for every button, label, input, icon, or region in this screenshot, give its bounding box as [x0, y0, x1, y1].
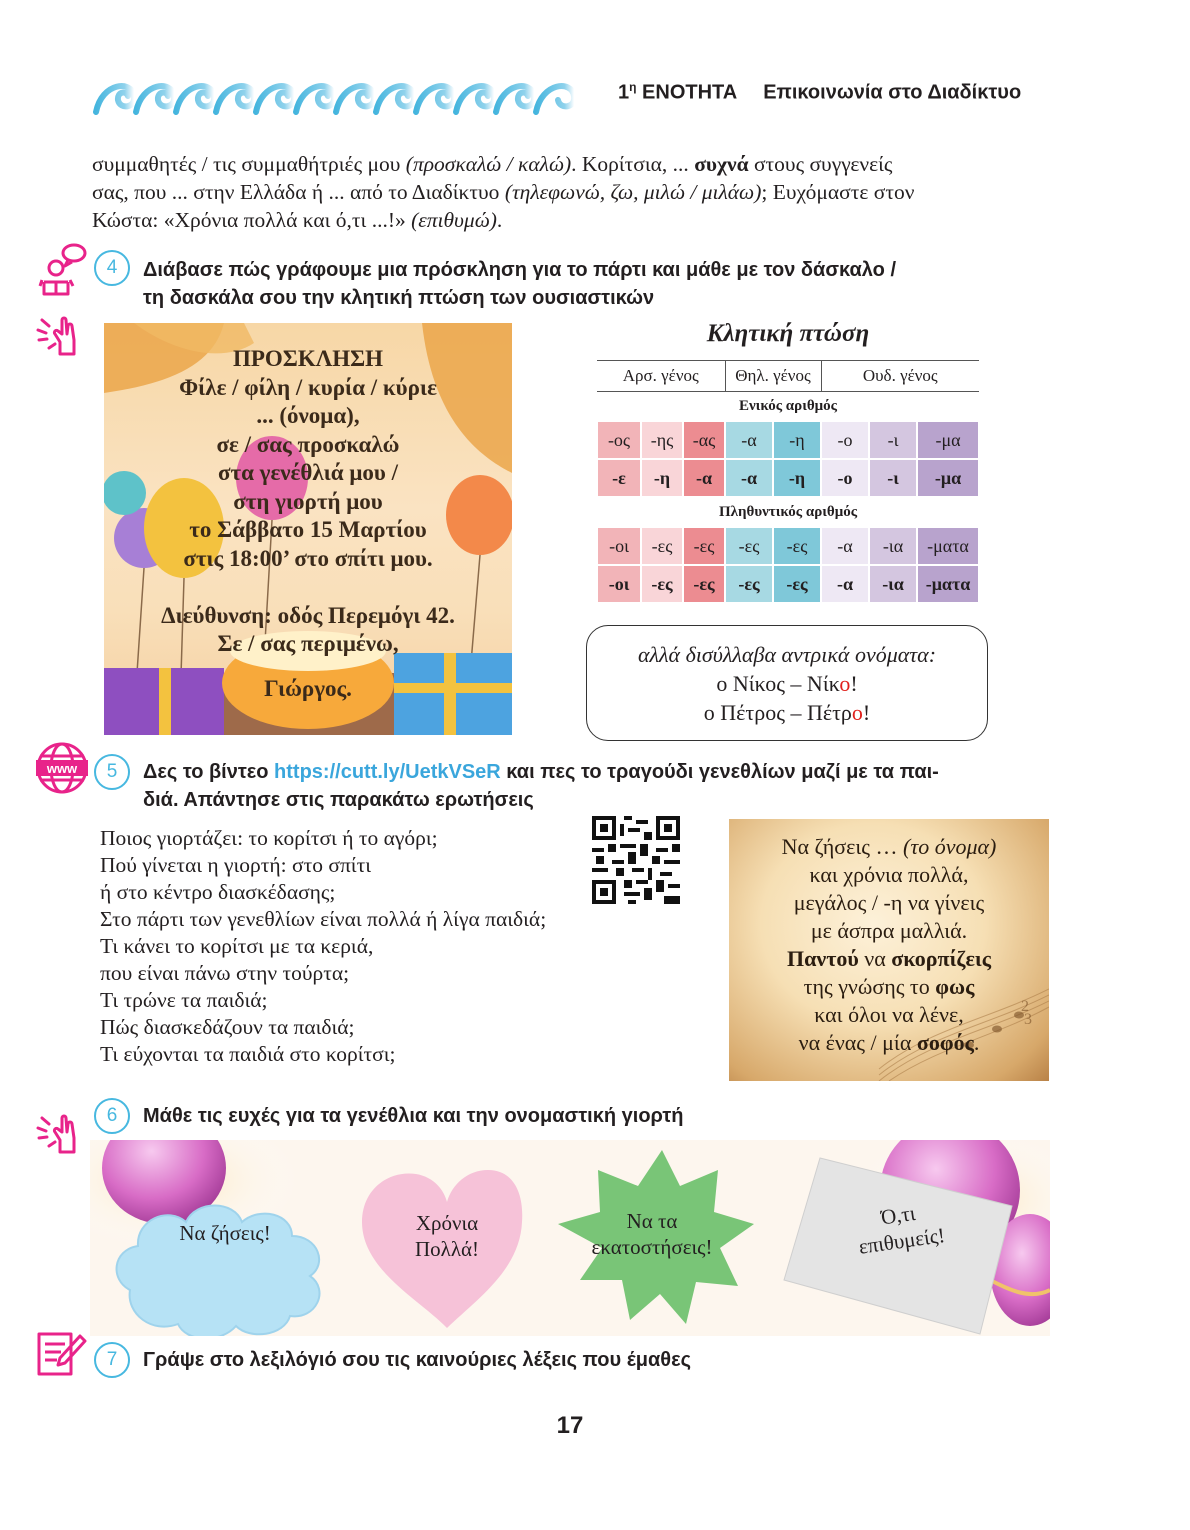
exercise-5-line-1: [143, 758, 1053, 786]
intro-hint: (επιθυμώ): [411, 208, 497, 232]
video-link[interactable]: https://cutt.ly/UetkVSeR: [274, 761, 501, 783]
singular-label-row: [597, 392, 979, 422]
invitation-line: Διεύθυνση: οδός Περεμόγι 42.: [161, 602, 455, 628]
lyrics-hint: (το όνομα): [903, 834, 997, 859]
exercise-7-title: Γράψε στο λεξιλόγιό σου τις καινούριες λέξεις που έμαθες: [143, 1349, 691, 1371]
intro-text: συμμαθητές / τις συμμαθήτριές μου: [92, 152, 406, 176]
masculine-header: Αρσ. γένος: [597, 361, 725, 392]
question-line: Πώς διασκεδάζουν τα παιδιά;: [100, 1015, 355, 1039]
wish-cloud: Να ζήσεις!: [179, 1221, 271, 1245]
qr-code[interactable]: [592, 816, 680, 904]
invitation-line: σε / σας προσκαλώ: [216, 431, 400, 457]
invitation-line: ... (όνομα),: [256, 403, 360, 428]
exercise-6-title: Μάθε τις ευχές για τα γενέθλια και την ονομαστική γιορτή: [143, 1105, 684, 1127]
invitation-line: στα γενέθλιά μου /: [217, 460, 399, 485]
intro-text: . Κορίτσια, ...: [571, 152, 695, 176]
lyrics-text: .: [973, 1030, 980, 1055]
table-cell: -η: [773, 421, 821, 459]
lyrics-line: [729, 1029, 1049, 1057]
lyrics-text: Να ζήσεις …: [781, 834, 903, 859]
table-cell: -ες: [725, 527, 773, 565]
table-cell: -ο: [821, 459, 869, 497]
intro-text: ; Ευχόμαστε στον: [761, 180, 915, 204]
wish-heart: [382, 1210, 512, 1262]
exercise-5-line-2: διά. Απάντησε στις παρακάτω ερωτήσεις: [143, 789, 534, 811]
note-line-2: [587, 669, 987, 698]
invitation-line: Γιώργος.: [264, 675, 352, 701]
invitation-card: [104, 323, 512, 735]
table-row: [597, 527, 979, 565]
note-text: ο Νίκος – Νίκ: [716, 671, 840, 696]
table-cell: -ες: [683, 527, 725, 565]
table-cell: -ο: [821, 421, 869, 459]
song-lyrics: [729, 833, 1049, 1057]
invitation-spacer: [104, 573, 512, 602]
exercise-6-number: 6: [94, 1098, 130, 1134]
table-row: [597, 421, 979, 459]
wish-heart-line: Χρόνια: [415, 1211, 479, 1235]
invitation-spacer: [104, 659, 512, 675]
table-cell: -ε: [597, 459, 641, 497]
table-row: [597, 565, 979, 603]
table-cell: -ος: [597, 421, 641, 459]
intro-line-2: [92, 178, 1052, 206]
unit-number-sup: η: [629, 80, 637, 94]
lyrics-line: και χρόνια πολλά,: [809, 862, 969, 887]
note-text: ο Πέτρος – Πέτρ: [703, 700, 852, 725]
unit-title: Επικοινωνία στο Διαδίκτυο: [763, 81, 1022, 104]
intro-text: .: [496, 208, 503, 232]
lyrics-line: με άσπρα μαλλιά.: [810, 918, 968, 943]
lyrics-line: [729, 833, 1049, 861]
header-wave-ornament: [92, 76, 602, 118]
intro-paragraph: [92, 150, 1052, 234]
lyrics-bold: Παντού: [786, 946, 859, 971]
question-line: Τι τρώνε τα παιδιά;: [100, 988, 268, 1012]
unit-number: 1: [618, 81, 630, 104]
question-line: ή στο κέντρο διασκέδασης;: [100, 880, 336, 904]
lyrics-bold: σκορπίζεις: [891, 946, 992, 971]
note-line-3: [587, 698, 987, 727]
table-cell: -α: [725, 421, 773, 459]
lyrics-line: και όλοι να λένε,: [814, 1002, 964, 1027]
exercise-4-line-2: τη δασκάλα σου την κλητική πτώση των ουσιαστικών: [143, 287, 655, 309]
invitation-line: το Σάββατο 15 Μαρτίου: [189, 517, 427, 542]
exercise-4-title: [143, 256, 1053, 312]
invitation-line: ΠΡΟΣΚΛΗΣΗ: [232, 346, 384, 371]
note-ending: ο: [851, 700, 863, 725]
singular-label: Ενικός αριθμός: [738, 397, 838, 414]
question-line: Τι εύχονται τα παιδιά στο κορίτσι;: [100, 1042, 396, 1066]
table-cell: -οι: [597, 565, 641, 603]
globe-www-icon: [34, 740, 90, 796]
table-cell: -η: [641, 459, 683, 497]
intro-line-3: [92, 206, 1052, 234]
wish-star-line: Να τα: [626, 1209, 678, 1233]
wish-star-line: εκατοστήσεις!: [591, 1235, 713, 1259]
exercise-5-number: 5: [94, 754, 130, 790]
intro-hint: (τηλεφωνώ, ζω, μιλώ / μιλάω): [504, 180, 762, 204]
unit-header: [618, 80, 1021, 105]
note-ending: ο: [839, 671, 851, 696]
neuter-header: Ουδ. γένος: [821, 361, 979, 392]
table-cell: -ι: [869, 421, 917, 459]
invitation-line: Σε / σας περιμένω,: [217, 631, 399, 656]
intro-text: Κώστα: «Χρόνια πολλά και ό,τι ...!»: [92, 208, 412, 232]
lyrics-text: της γνώσης το: [803, 974, 936, 999]
page-number: 17: [556, 1412, 584, 1439]
svg-text:3: 3: [1024, 1011, 1032, 1028]
wish-star: [572, 1208, 732, 1260]
table-cell: -α: [821, 565, 869, 603]
table-cell: -ματα: [917, 527, 979, 565]
exercise-5-title: [143, 758, 1053, 814]
table-cell: -μα: [917, 421, 979, 459]
feminine-header: Θηλ. γένος: [725, 361, 821, 392]
table-cell: -α: [821, 527, 869, 565]
table-cell: -οι: [597, 527, 641, 565]
exercise-4-number: 4: [94, 250, 130, 286]
lyrics-line: [729, 945, 1049, 973]
question-line: Τι κάνει το κορίτσι με τα κεριά,: [100, 934, 374, 958]
exercise-4-line-1: Διάβασε πώς γράφουμε μια πρόσκληση για το πάρτι και μάθε με τον δάσκαλο /: [143, 259, 896, 281]
table-cell: -α: [683, 459, 725, 497]
invitation-text: [104, 345, 512, 703]
wish-card-line: επιθυμείς!: [857, 1222, 947, 1259]
table-cell: -α: [725, 459, 773, 497]
intro-bold-word: συχνά: [694, 152, 749, 176]
exercise-7-number: 7: [94, 1342, 130, 1378]
exercise-5-text: Δες το βίντεο: [143, 761, 275, 783]
gender-header-row: [597, 361, 979, 392]
table-cell: -ια: [869, 565, 917, 603]
svg-text:www: www: [46, 761, 78, 776]
hand-speak-icon: [36, 314, 82, 358]
question-line: Ποιος γιορτάζει: το κορίτσι ή το αγόρι;: [100, 826, 438, 850]
table-cell: -ες: [683, 565, 725, 603]
plural-label-row: [597, 497, 979, 527]
vocative-case-table: [596, 360, 980, 604]
intro-line-1: [92, 150, 1052, 178]
vocative-table-title: Κλητική πτώση: [706, 320, 870, 347]
table-cell: -ες: [773, 527, 821, 565]
table-cell: -ης: [641, 421, 683, 459]
wish-card-line: Ό,τι: [879, 1200, 917, 1230]
invitation-line: Φίλε / φίλη / κυρία / κύριε: [179, 374, 437, 400]
wishes-strip: [90, 1140, 1050, 1336]
unit-label: ΕΝΟΤΗΤΑ: [642, 81, 738, 104]
note-text: !: [850, 671, 858, 696]
reading-child-icon: [38, 242, 88, 298]
table-cell: -ες: [641, 565, 683, 603]
hand-speak-icon: [36, 1112, 82, 1156]
question-line: Πού γίνεται η γιορτή: στο σπίτι: [100, 853, 372, 877]
note-line-1: αλλά δισύλλαβα αντρικά ονόματα:: [637, 642, 937, 667]
lyrics-text: να: [858, 946, 892, 971]
table-cell: -ες: [725, 565, 773, 603]
question-line: Στο πάρτι των γενεθλίων είναι πολλά ή λίγα παιδιά;: [100, 907, 547, 931]
lyrics-bold: σοφός: [916, 1030, 974, 1055]
exercise-5-text: και πες το τραγούδι γενεθλίων μαζί με τα παι-: [500, 761, 939, 783]
intro-text: σας, που ... στην Ελλάδα ή ... από το Διαδίκτυο: [92, 180, 505, 204]
exception-note-box: [586, 625, 988, 741]
table-row: [597, 459, 979, 497]
svg-text:2: 2: [1021, 998, 1029, 1015]
question-line: που είναι πάνω στην τούρτα;: [100, 961, 350, 985]
birthday-song-card: [729, 819, 1049, 1081]
table-cell: -ι: [869, 459, 917, 497]
table-cell: -μα: [917, 459, 979, 497]
plural-label: Πληθυντικός αριθμός: [718, 503, 858, 520]
writing-pencil-icon: [36, 1330, 88, 1378]
table-cell: -ες: [641, 527, 683, 565]
table-cell: -ια: [869, 527, 917, 565]
wish-heart-line: Πολλά!: [414, 1237, 480, 1261]
table-cell: -ματα: [917, 565, 979, 603]
lyrics-bold: φως: [935, 974, 975, 999]
invitation-line: στις 18:00’ στο σπίτι μου.: [183, 545, 433, 571]
table-cell: -η: [773, 459, 821, 497]
lyrics-line: [729, 973, 1049, 1001]
lyrics-line: μεγάλος / -η να γίνεις: [793, 890, 985, 915]
note-text: !: [862, 700, 871, 725]
table-cell: -ας: [683, 421, 725, 459]
lyrics-text: να ένας / μία: [798, 1030, 917, 1055]
intro-text: στους συγγενείς: [748, 152, 893, 176]
invitation-line: στη γιορτή μου: [233, 488, 383, 514]
table-cell: -ες: [773, 565, 821, 603]
questions-list: [100, 825, 546, 1068]
intro-hint: (προσκαλώ / καλώ): [405, 152, 572, 176]
